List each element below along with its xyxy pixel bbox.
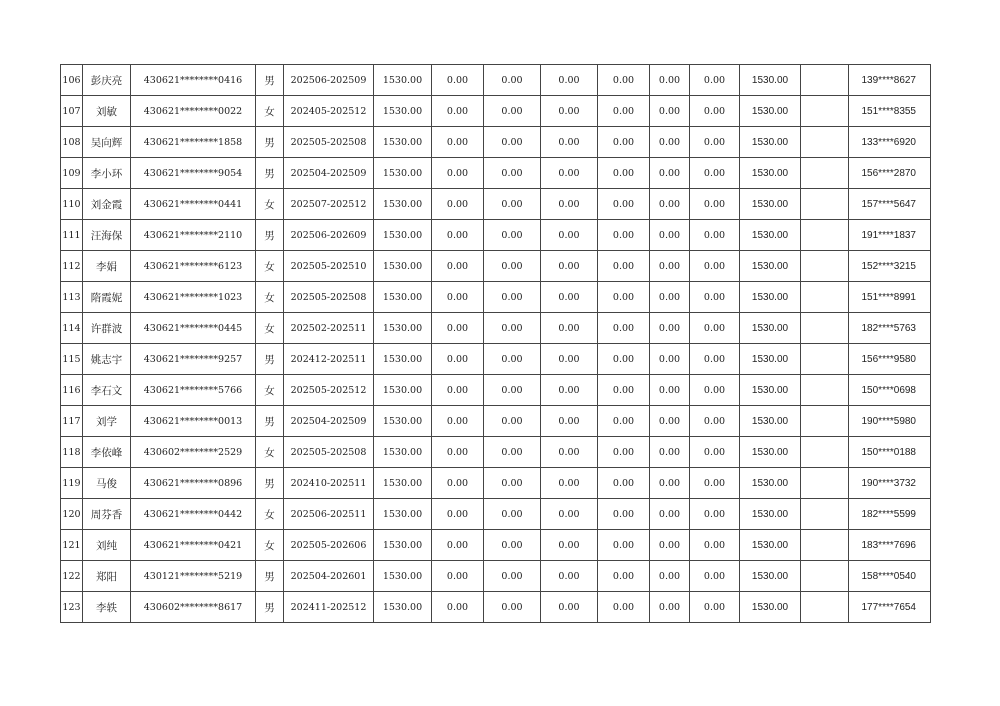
cell-name: 姚志宇 bbox=[83, 344, 131, 375]
cell-phone: 151****8355 bbox=[849, 96, 931, 127]
table-row bbox=[61, 468, 931, 499]
cell-value-3: 0.00 bbox=[541, 65, 598, 96]
cell-value-1: 0.00 bbox=[432, 406, 484, 437]
cell-total: 1530.00 bbox=[740, 499, 801, 530]
cell-phone: 150****0188 bbox=[849, 437, 931, 468]
cell-period: 202506-202509 bbox=[284, 65, 374, 96]
cell-name: 许群波 bbox=[83, 313, 131, 344]
cell-value-4: 0.00 bbox=[598, 592, 650, 623]
cell-blank bbox=[801, 406, 849, 437]
cell-value-2: 0.00 bbox=[484, 158, 541, 189]
cell-value-4: 0.00 bbox=[598, 437, 650, 468]
cell-value-6: 0.00 bbox=[690, 406, 740, 437]
cell-value-5: 0.00 bbox=[650, 468, 690, 499]
table-row bbox=[61, 437, 931, 468]
cell-phone: 183****7696 bbox=[849, 530, 931, 561]
cell-name: 马俊 bbox=[83, 468, 131, 499]
cell-value-3: 0.00 bbox=[541, 437, 598, 468]
cell-phone: 157****5647 bbox=[849, 189, 931, 220]
cell-value-6: 0.00 bbox=[690, 220, 740, 251]
cell-phone: 150****0698 bbox=[849, 375, 931, 406]
table-row bbox=[61, 344, 931, 375]
cell-value-2: 0.00 bbox=[484, 592, 541, 623]
table-row bbox=[61, 592, 931, 623]
cell-value-5: 0.00 bbox=[650, 437, 690, 468]
cell-name: 彭庆亮 bbox=[83, 65, 131, 96]
cell-total: 1530.00 bbox=[740, 251, 801, 282]
cell-phone: 139****8627 bbox=[849, 65, 931, 96]
cell-value-1: 0.00 bbox=[432, 344, 484, 375]
cell-value-4: 0.00 bbox=[598, 530, 650, 561]
cell-total: 1530.00 bbox=[740, 344, 801, 375]
table-row bbox=[61, 499, 931, 530]
cell-id-number: 430621********0896 bbox=[131, 468, 256, 499]
cell-value-5: 0.00 bbox=[650, 96, 690, 127]
cell-value-3: 0.00 bbox=[541, 189, 598, 220]
cell-value-1: 0.00 bbox=[432, 189, 484, 220]
cell-value-2: 0.00 bbox=[484, 127, 541, 158]
cell-value-6: 0.00 bbox=[690, 468, 740, 499]
cell-amount: 1530.00 bbox=[374, 251, 432, 282]
cell-row-number: 118 bbox=[61, 437, 83, 468]
cell-value-3: 0.00 bbox=[541, 530, 598, 561]
cell-value-5: 0.00 bbox=[650, 375, 690, 406]
cell-total: 1530.00 bbox=[740, 468, 801, 499]
cell-value-5: 0.00 bbox=[650, 406, 690, 437]
cell-blank bbox=[801, 220, 849, 251]
cell-value-1: 0.00 bbox=[432, 251, 484, 282]
cell-value-3: 0.00 bbox=[541, 282, 598, 313]
cell-row-number: 109 bbox=[61, 158, 83, 189]
cell-amount: 1530.00 bbox=[374, 282, 432, 313]
cell-phone: 133****6920 bbox=[849, 127, 931, 158]
cell-phone: 151****8991 bbox=[849, 282, 931, 313]
cell-value-6: 0.00 bbox=[690, 313, 740, 344]
cell-value-1: 0.00 bbox=[432, 282, 484, 313]
cell-name: 李小环 bbox=[83, 158, 131, 189]
cell-row-number: 106 bbox=[61, 65, 83, 96]
cell-phone: 191****1837 bbox=[849, 220, 931, 251]
cell-amount: 1530.00 bbox=[374, 96, 432, 127]
cell-total: 1530.00 bbox=[740, 592, 801, 623]
cell-value-1: 0.00 bbox=[432, 220, 484, 251]
cell-period: 202504-202509 bbox=[284, 158, 374, 189]
cell-value-3: 0.00 bbox=[541, 406, 598, 437]
cell-value-4: 0.00 bbox=[598, 499, 650, 530]
cell-phone: 158****0540 bbox=[849, 561, 931, 592]
cell-value-5: 0.00 bbox=[650, 499, 690, 530]
cell-value-6: 0.00 bbox=[690, 189, 740, 220]
cell-row-number: 111 bbox=[61, 220, 83, 251]
cell-period: 202505-202508 bbox=[284, 282, 374, 313]
cell-amount: 1530.00 bbox=[374, 344, 432, 375]
cell-name: 汪海保 bbox=[83, 220, 131, 251]
cell-value-2: 0.00 bbox=[484, 251, 541, 282]
cell-gender: 女 bbox=[256, 530, 284, 561]
cell-amount: 1530.00 bbox=[374, 406, 432, 437]
cell-value-6: 0.00 bbox=[690, 251, 740, 282]
cell-value-2: 0.00 bbox=[484, 561, 541, 592]
cell-value-2: 0.00 bbox=[484, 96, 541, 127]
cell-value-3: 0.00 bbox=[541, 561, 598, 592]
cell-value-1: 0.00 bbox=[432, 592, 484, 623]
cell-blank bbox=[801, 468, 849, 499]
cell-value-2: 0.00 bbox=[484, 189, 541, 220]
cell-value-3: 0.00 bbox=[541, 220, 598, 251]
cell-period: 202505-202508 bbox=[284, 437, 374, 468]
cell-id-number: 430621********0416 bbox=[131, 65, 256, 96]
cell-id-number: 430621********9054 bbox=[131, 158, 256, 189]
cell-value-2: 0.00 bbox=[484, 375, 541, 406]
cell-name: 李石文 bbox=[83, 375, 131, 406]
cell-value-3: 0.00 bbox=[541, 375, 598, 406]
cell-period: 202505-202508 bbox=[284, 127, 374, 158]
cell-phone: 156****2870 bbox=[849, 158, 931, 189]
cell-gender: 男 bbox=[256, 220, 284, 251]
cell-phone: 177****7654 bbox=[849, 592, 931, 623]
cell-amount: 1530.00 bbox=[374, 468, 432, 499]
cell-total: 1530.00 bbox=[740, 313, 801, 344]
cell-id-number: 430621********0013 bbox=[131, 406, 256, 437]
cell-gender: 女 bbox=[256, 375, 284, 406]
cell-name: 李娟 bbox=[83, 251, 131, 282]
table-row bbox=[61, 375, 931, 406]
cell-value-2: 0.00 bbox=[484, 282, 541, 313]
cell-period: 202506-202609 bbox=[284, 220, 374, 251]
cell-id-number: 430621********9257 bbox=[131, 344, 256, 375]
cell-amount: 1530.00 bbox=[374, 437, 432, 468]
cell-period: 202502-202511 bbox=[284, 313, 374, 344]
cell-id-number: 430621********0441 bbox=[131, 189, 256, 220]
cell-value-5: 0.00 bbox=[650, 561, 690, 592]
cell-total: 1530.00 bbox=[740, 158, 801, 189]
cell-value-6: 0.00 bbox=[690, 592, 740, 623]
cell-blank bbox=[801, 158, 849, 189]
cell-gender: 女 bbox=[256, 313, 284, 344]
cell-row-number: 113 bbox=[61, 282, 83, 313]
cell-total: 1530.00 bbox=[740, 220, 801, 251]
cell-value-5: 0.00 bbox=[650, 189, 690, 220]
cell-value-4: 0.00 bbox=[598, 375, 650, 406]
cell-name: 刘学 bbox=[83, 406, 131, 437]
cell-gender: 女 bbox=[256, 282, 284, 313]
cell-blank bbox=[801, 437, 849, 468]
cell-value-1: 0.00 bbox=[432, 65, 484, 96]
cell-gender: 男 bbox=[256, 127, 284, 158]
cell-row-number: 117 bbox=[61, 406, 83, 437]
cell-value-5: 0.00 bbox=[650, 344, 690, 375]
cell-blank bbox=[801, 344, 849, 375]
cell-period: 202504-202509 bbox=[284, 406, 374, 437]
cell-gender: 女 bbox=[256, 437, 284, 468]
cell-period: 202506-202511 bbox=[284, 499, 374, 530]
cell-value-1: 0.00 bbox=[432, 96, 484, 127]
cell-value-6: 0.00 bbox=[690, 375, 740, 406]
table-row bbox=[61, 561, 931, 592]
cell-amount: 1530.00 bbox=[374, 127, 432, 158]
cell-amount: 1530.00 bbox=[374, 499, 432, 530]
table-row bbox=[61, 220, 931, 251]
cell-total: 1530.00 bbox=[740, 530, 801, 561]
cell-id-number: 430602********2529 bbox=[131, 437, 256, 468]
cell-total: 1530.00 bbox=[740, 282, 801, 313]
cell-value-2: 0.00 bbox=[484, 65, 541, 96]
cell-total: 1530.00 bbox=[740, 375, 801, 406]
cell-row-number: 114 bbox=[61, 313, 83, 344]
cell-value-5: 0.00 bbox=[650, 127, 690, 158]
cell-value-2: 0.00 bbox=[484, 313, 541, 344]
cell-value-5: 0.00 bbox=[650, 220, 690, 251]
cell-id-number: 430621********0421 bbox=[131, 530, 256, 561]
cell-value-6: 0.00 bbox=[690, 530, 740, 561]
cell-value-3: 0.00 bbox=[541, 127, 598, 158]
cell-value-5: 0.00 bbox=[650, 530, 690, 561]
table-row bbox=[61, 127, 931, 158]
cell-name: 李依峰 bbox=[83, 437, 131, 468]
cell-gender: 女 bbox=[256, 96, 284, 127]
cell-row-number: 110 bbox=[61, 189, 83, 220]
cell-value-6: 0.00 bbox=[690, 437, 740, 468]
cell-value-3: 0.00 bbox=[541, 592, 598, 623]
cell-period: 202411-202512 bbox=[284, 592, 374, 623]
cell-amount: 1530.00 bbox=[374, 313, 432, 344]
cell-value-2: 0.00 bbox=[484, 406, 541, 437]
cell-value-4: 0.00 bbox=[598, 406, 650, 437]
cell-gender: 男 bbox=[256, 592, 284, 623]
cell-value-4: 0.00 bbox=[598, 468, 650, 499]
cell-amount: 1530.00 bbox=[374, 220, 432, 251]
cell-period: 202505-202512 bbox=[284, 375, 374, 406]
cell-amount: 1530.00 bbox=[374, 65, 432, 96]
cell-value-1: 0.00 bbox=[432, 530, 484, 561]
cell-row-number: 120 bbox=[61, 499, 83, 530]
cell-value-3: 0.00 bbox=[541, 499, 598, 530]
table-row bbox=[61, 158, 931, 189]
cell-row-number: 112 bbox=[61, 251, 83, 282]
cell-value-1: 0.00 bbox=[432, 561, 484, 592]
cell-phone: 182****5763 bbox=[849, 313, 931, 344]
cell-period: 202412-202511 bbox=[284, 344, 374, 375]
cell-id-number: 430621********0445 bbox=[131, 313, 256, 344]
cell-id-number: 430121********5219 bbox=[131, 561, 256, 592]
cell-phone: 156****9580 bbox=[849, 344, 931, 375]
cell-value-4: 0.00 bbox=[598, 189, 650, 220]
cell-gender: 男 bbox=[256, 561, 284, 592]
cell-value-5: 0.00 bbox=[650, 158, 690, 189]
cell-value-3: 0.00 bbox=[541, 96, 598, 127]
cell-period: 202505-202606 bbox=[284, 530, 374, 561]
cell-name: 李轶 bbox=[83, 592, 131, 623]
cell-value-3: 0.00 bbox=[541, 313, 598, 344]
cell-value-5: 0.00 bbox=[650, 592, 690, 623]
cell-name: 隋霞妮 bbox=[83, 282, 131, 313]
table-row bbox=[61, 406, 931, 437]
cell-id-number: 430621********1858 bbox=[131, 127, 256, 158]
cell-value-3: 0.00 bbox=[541, 468, 598, 499]
cell-value-6: 0.00 bbox=[690, 158, 740, 189]
table-row bbox=[61, 96, 931, 127]
cell-value-4: 0.00 bbox=[598, 561, 650, 592]
cell-id-number: 430621********2110 bbox=[131, 220, 256, 251]
cell-blank bbox=[801, 96, 849, 127]
cell-gender: 男 bbox=[256, 406, 284, 437]
cell-blank bbox=[801, 499, 849, 530]
cell-gender: 男 bbox=[256, 65, 284, 96]
subsidy-table-page bbox=[60, 64, 930, 623]
cell-value-1: 0.00 bbox=[432, 375, 484, 406]
cell-blank bbox=[801, 375, 849, 406]
cell-total: 1530.00 bbox=[740, 96, 801, 127]
cell-value-4: 0.00 bbox=[598, 96, 650, 127]
cell-blank bbox=[801, 65, 849, 96]
cell-value-4: 0.00 bbox=[598, 127, 650, 158]
cell-value-4: 0.00 bbox=[598, 344, 650, 375]
cell-value-5: 0.00 bbox=[650, 282, 690, 313]
cell-name: 刘敏 bbox=[83, 96, 131, 127]
cell-blank bbox=[801, 561, 849, 592]
cell-value-5: 0.00 bbox=[650, 65, 690, 96]
cell-total: 1530.00 bbox=[740, 189, 801, 220]
cell-period: 202504-202601 bbox=[284, 561, 374, 592]
cell-value-4: 0.00 bbox=[598, 313, 650, 344]
cell-value-4: 0.00 bbox=[598, 220, 650, 251]
cell-amount: 1530.00 bbox=[374, 375, 432, 406]
cell-blank bbox=[801, 313, 849, 344]
cell-period: 202405-202512 bbox=[284, 96, 374, 127]
cell-value-1: 0.00 bbox=[432, 499, 484, 530]
cell-value-2: 0.00 bbox=[484, 499, 541, 530]
table-row bbox=[61, 282, 931, 313]
cell-gender: 女 bbox=[256, 499, 284, 530]
cell-value-2: 0.00 bbox=[484, 530, 541, 561]
cell-value-2: 0.00 bbox=[484, 437, 541, 468]
table-body bbox=[61, 65, 931, 623]
cell-value-4: 0.00 bbox=[598, 65, 650, 96]
cell-gender: 男 bbox=[256, 468, 284, 499]
cell-name: 周芬香 bbox=[83, 499, 131, 530]
cell-amount: 1530.00 bbox=[374, 592, 432, 623]
cell-period: 202507-202512 bbox=[284, 189, 374, 220]
cell-row-number: 123 bbox=[61, 592, 83, 623]
cell-blank bbox=[801, 282, 849, 313]
cell-value-1: 0.00 bbox=[432, 468, 484, 499]
cell-value-6: 0.00 bbox=[690, 127, 740, 158]
table-row bbox=[61, 313, 931, 344]
cell-amount: 1530.00 bbox=[374, 189, 432, 220]
cell-name: 刘金霞 bbox=[83, 189, 131, 220]
cell-value-3: 0.00 bbox=[541, 251, 598, 282]
cell-amount: 1530.00 bbox=[374, 561, 432, 592]
cell-row-number: 116 bbox=[61, 375, 83, 406]
cell-value-3: 0.00 bbox=[541, 344, 598, 375]
cell-blank bbox=[801, 251, 849, 282]
cell-phone: 152****3215 bbox=[849, 251, 931, 282]
cell-row-number: 115 bbox=[61, 344, 83, 375]
cell-id-number: 430621********6123 bbox=[131, 251, 256, 282]
cell-blank bbox=[801, 592, 849, 623]
cell-blank bbox=[801, 189, 849, 220]
cell-name: 吴向辉 bbox=[83, 127, 131, 158]
cell-value-5: 0.00 bbox=[650, 313, 690, 344]
cell-gender: 男 bbox=[256, 344, 284, 375]
cell-value-6: 0.00 bbox=[690, 282, 740, 313]
cell-value-1: 0.00 bbox=[432, 158, 484, 189]
cell-blank bbox=[801, 530, 849, 561]
cell-value-5: 0.00 bbox=[650, 251, 690, 282]
cell-value-6: 0.00 bbox=[690, 499, 740, 530]
cell-value-2: 0.00 bbox=[484, 220, 541, 251]
cell-id-number: 430602********8617 bbox=[131, 592, 256, 623]
cell-gender: 男 bbox=[256, 158, 284, 189]
cell-total: 1530.00 bbox=[740, 561, 801, 592]
cell-row-number: 119 bbox=[61, 468, 83, 499]
cell-value-1: 0.00 bbox=[432, 127, 484, 158]
cell-gender: 女 bbox=[256, 189, 284, 220]
table-row bbox=[61, 189, 931, 220]
cell-value-6: 0.00 bbox=[690, 96, 740, 127]
cell-name: 郑阳 bbox=[83, 561, 131, 592]
cell-amount: 1530.00 bbox=[374, 530, 432, 561]
cell-value-2: 0.00 bbox=[484, 344, 541, 375]
cell-value-6: 0.00 bbox=[690, 561, 740, 592]
table-row bbox=[61, 251, 931, 282]
cell-id-number: 430621********5766 bbox=[131, 375, 256, 406]
cell-value-1: 0.00 bbox=[432, 437, 484, 468]
cell-blank bbox=[801, 127, 849, 158]
cell-value-4: 0.00 bbox=[598, 251, 650, 282]
cell-id-number: 430621********0442 bbox=[131, 499, 256, 530]
cell-value-6: 0.00 bbox=[690, 344, 740, 375]
cell-row-number: 121 bbox=[61, 530, 83, 561]
cell-value-2: 0.00 bbox=[484, 468, 541, 499]
cell-total: 1530.00 bbox=[740, 437, 801, 468]
cell-phone: 190****5980 bbox=[849, 406, 931, 437]
cell-id-number: 430621********0022 bbox=[131, 96, 256, 127]
cell-value-3: 0.00 bbox=[541, 158, 598, 189]
cell-value-1: 0.00 bbox=[432, 313, 484, 344]
cell-row-number: 122 bbox=[61, 561, 83, 592]
cell-phone: 190****3732 bbox=[849, 468, 931, 499]
cell-value-6: 0.00 bbox=[690, 65, 740, 96]
cell-total: 1530.00 bbox=[740, 65, 801, 96]
cell-id-number: 430621********1023 bbox=[131, 282, 256, 313]
cell-period: 202410-202511 bbox=[284, 468, 374, 499]
cell-period: 202505-202510 bbox=[284, 251, 374, 282]
cell-amount: 1530.00 bbox=[374, 158, 432, 189]
table-row bbox=[61, 65, 931, 96]
cell-value-4: 0.00 bbox=[598, 158, 650, 189]
cell-name: 刘纯 bbox=[83, 530, 131, 561]
cell-value-4: 0.00 bbox=[598, 282, 650, 313]
cell-row-number: 108 bbox=[61, 127, 83, 158]
cell-total: 1530.00 bbox=[740, 127, 801, 158]
cell-total: 1530.00 bbox=[740, 406, 801, 437]
subsidy-table bbox=[60, 64, 931, 623]
cell-gender: 女 bbox=[256, 251, 284, 282]
cell-phone: 182****5599 bbox=[849, 499, 931, 530]
cell-row-number: 107 bbox=[61, 96, 83, 127]
table-row bbox=[61, 530, 931, 561]
